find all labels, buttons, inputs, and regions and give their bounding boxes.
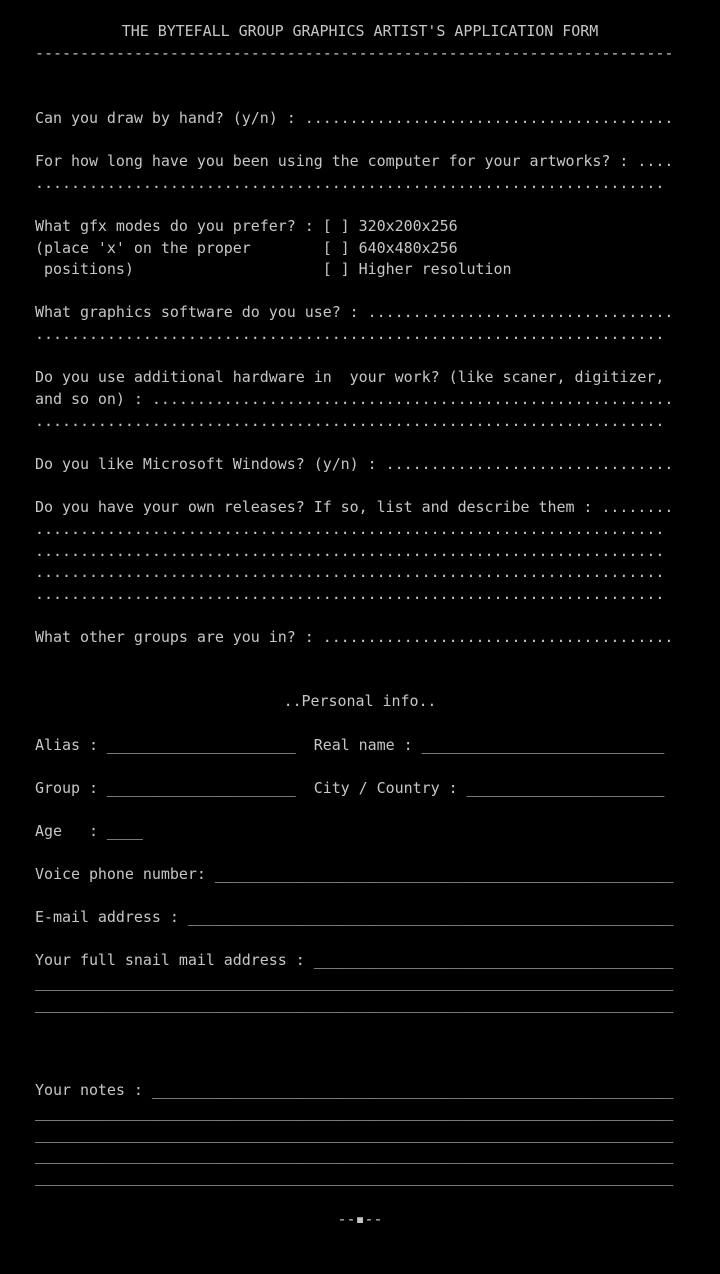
question-graphics-software[interactable]: What graphics software do you use? : .................................. <box>35 303 674 321</box>
field-line[interactable]: _______________________________________________________________________ <box>35 1125 674 1143</box>
answer-line[interactable]: ...................................................................... <box>35 412 665 430</box>
field-group-city-country[interactable]: Group : _____________________ City / Country : ______________________ <box>35 779 665 797</box>
question-microsoft-windows[interactable]: Do you like Microsoft Windows? (y/n) : ................................ <box>35 455 674 473</box>
field-line[interactable]: _______________________________________________________________________ <box>35 1146 674 1164</box>
question-own-releases[interactable]: Do you have your own releases? If so, list and describe them : ........ <box>35 498 674 516</box>
question-how-long[interactable]: For how long have you been using the computer for your artworks? : .... <box>35 152 674 170</box>
personal-info-header: ..Personal info.. <box>283 692 437 710</box>
answer-line[interactable]: ...................................................................... <box>35 520 665 538</box>
question-other-groups[interactable]: What other groups are you in? : ....................................... <box>35 628 674 646</box>
gfx-mode-option[interactable]: (place 'x' on the proper [ ] 640x480x256 <box>35 239 458 257</box>
field-age[interactable]: Age : ____ <box>35 822 143 840</box>
field-snail-mail[interactable]: Your full snail mail address : ________________________________________ <box>35 951 674 969</box>
title-rule: ----------------------------------------------------------------------- <box>35 44 674 62</box>
answer-line[interactable]: ...................................................................... <box>35 174 665 192</box>
question-additional-hardware: Do you use additional hardware in your work? (like scaner, digitizer, <box>35 368 665 386</box>
answer-line[interactable]: and so on) : .......................................................... <box>35 390 674 408</box>
answer-line[interactable]: ...................................................................... <box>35 585 665 603</box>
question-gfx-modes[interactable]: What gfx modes do you prefer? : [ ] 320x200x256 <box>35 217 458 235</box>
field-line[interactable]: _______________________________________________________________________ <box>35 973 674 991</box>
answer-line[interactable]: ...................................................................... <box>35 563 665 581</box>
answer-line[interactable]: ...................................................................... <box>35 542 665 560</box>
field-voice-phone[interactable]: Voice phone number: ___________________________________________________ <box>35 865 674 883</box>
field-notes[interactable]: Your notes : __________________________________________________________ <box>35 1081 674 1099</box>
field-email[interactable]: E-mail address : ______________________________________________________ <box>35 908 674 926</box>
field-line[interactable]: _______________________________________________________________________ <box>35 1103 674 1121</box>
question-draw-by-hand[interactable]: Can you draw by hand? (y/n) : ......................................... <box>35 109 674 127</box>
field-line[interactable]: _______________________________________________________________________ <box>35 995 674 1013</box>
field-alias-real-name[interactable]: Alias : _____________________ Real name : ___________________________ <box>35 736 665 754</box>
gfx-mode-option[interactable]: positions) [ ] Higher resolution <box>35 260 512 278</box>
page-marker: --▪-- <box>337 1210 383 1228</box>
answer-line[interactable]: ...................................................................... <box>35 325 665 343</box>
form-title: THE BYTEFALL GROUP GRAPHICS ARTIST'S APPLICATION FORM <box>121 22 599 40</box>
field-line[interactable]: _______________________________________________________________________ <box>35 1168 674 1186</box>
